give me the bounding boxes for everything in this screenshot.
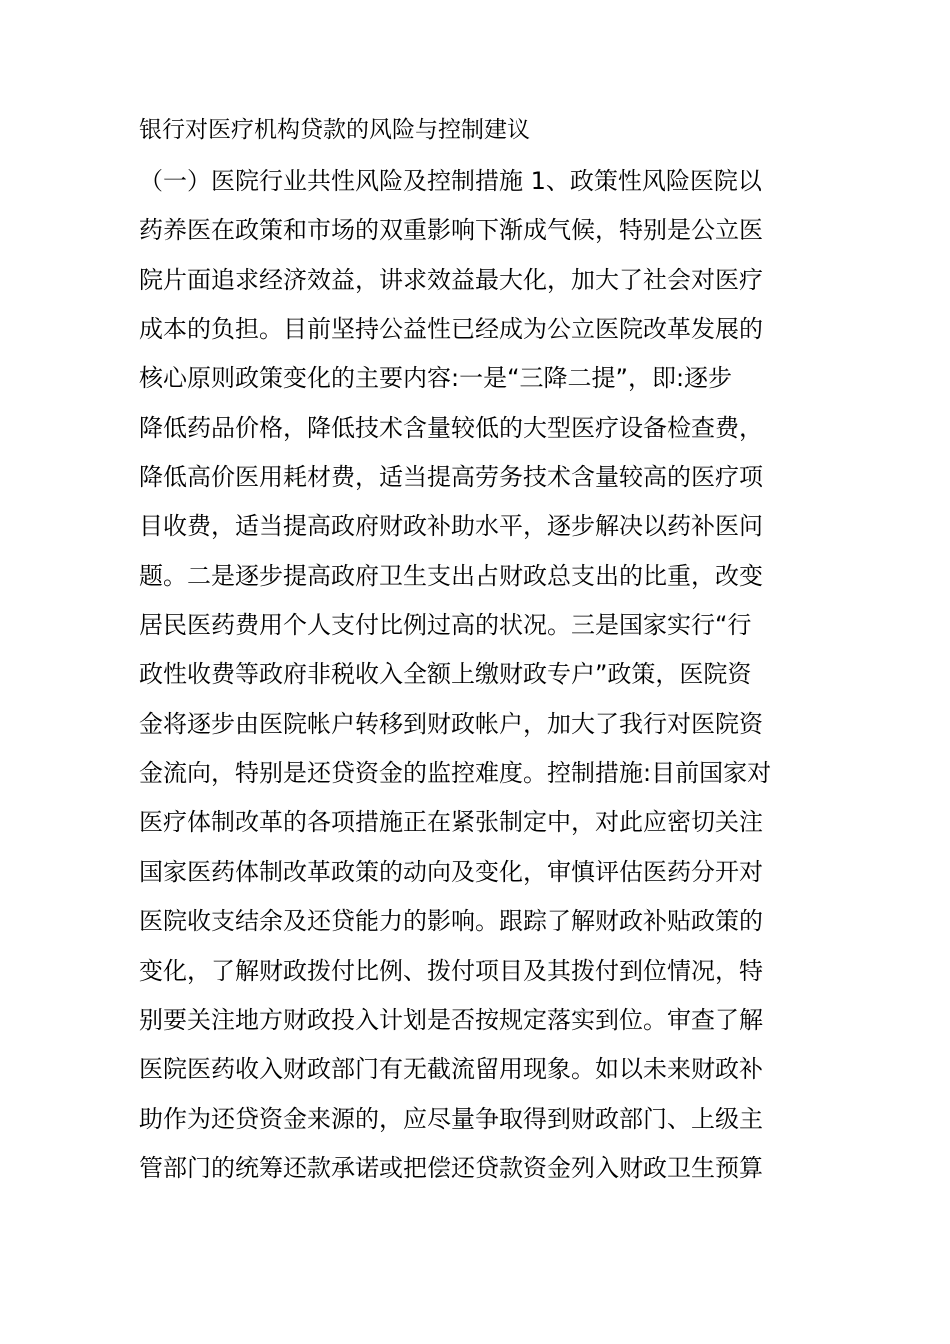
body-line: 别要关注地方财政投入计划是否按规定落实到位。审查了解	[139, 1005, 763, 1034]
body-line: 医院收支结余及还贷能力的影响。跟踪了解财政补贴政策的	[139, 907, 763, 936]
body-line: 题。二是逐步提高政府卫生支出占财政总支出的比重，改变	[139, 561, 763, 590]
document-title: 银行对医疗机构贷款的风险与控制建议	[139, 117, 530, 143]
body-line: 居民医药费用个人支付比例过高的状况。三是国家实行“行	[139, 611, 752, 640]
document-body	[139, 157, 829, 1193]
body-line: 核心原则政策变化的主要内容:一是“三降二提”，即:逐步	[139, 364, 733, 393]
body-line: 变化，了解财政拨付比例、拨付项目及其拨付到位情况，特	[139, 956, 763, 985]
body-line: 药养医在政策和市场的双重影响下渐成气候，特别是公立医	[139, 216, 763, 245]
body-line: （一）医院行业共性风险及控制措施 1、政策性风险医院以	[139, 167, 762, 195]
body-line: 院片面追求经济效益，讲求效益最大化，加大了社会对医疗	[139, 265, 763, 294]
body-line: 成本的负担。目前坚持公益性已经成为公立医院改革发展的	[139, 315, 763, 344]
body-line: 金将逐步由医院帐户转移到财政帐户，加大了我行对医院资	[139, 709, 763, 738]
body-line: 医疗体制改革的各项措施正在紧张制定中，对此应密切关注	[139, 808, 763, 837]
body-line: 医院医药收入财政部门有无截流留用现象。如以未来财政补	[139, 1055, 763, 1084]
body-line: 降低药品价格，降低技术含量较低的大型医疗设备检查费，	[139, 413, 763, 442]
body-line: 金流向，特别是还贷资金的监控难度。控制措施:目前国家对	[139, 759, 772, 788]
body-line: 助作为还贷资金来源的，应尽量争取得到财政部门、上级主	[139, 1104, 763, 1133]
body-line: 国家医药体制改革政策的动向及变化，审慎评估医药分开对	[139, 857, 763, 886]
body-line: 降低高价医用耗材费，适当提高劳务技术含量较高的医疗项	[139, 463, 763, 492]
body-line: 管部门的统筹还款承诺或把偿还贷款资金列入财政卫生预算	[139, 1153, 763, 1182]
body-line: 政性收费等政府非税收入全额上缴财政专户”政策，医院资	[139, 660, 752, 689]
body-line: 目收费，适当提高政府财政补助水平，逐步解决以药补医问	[139, 512, 763, 541]
